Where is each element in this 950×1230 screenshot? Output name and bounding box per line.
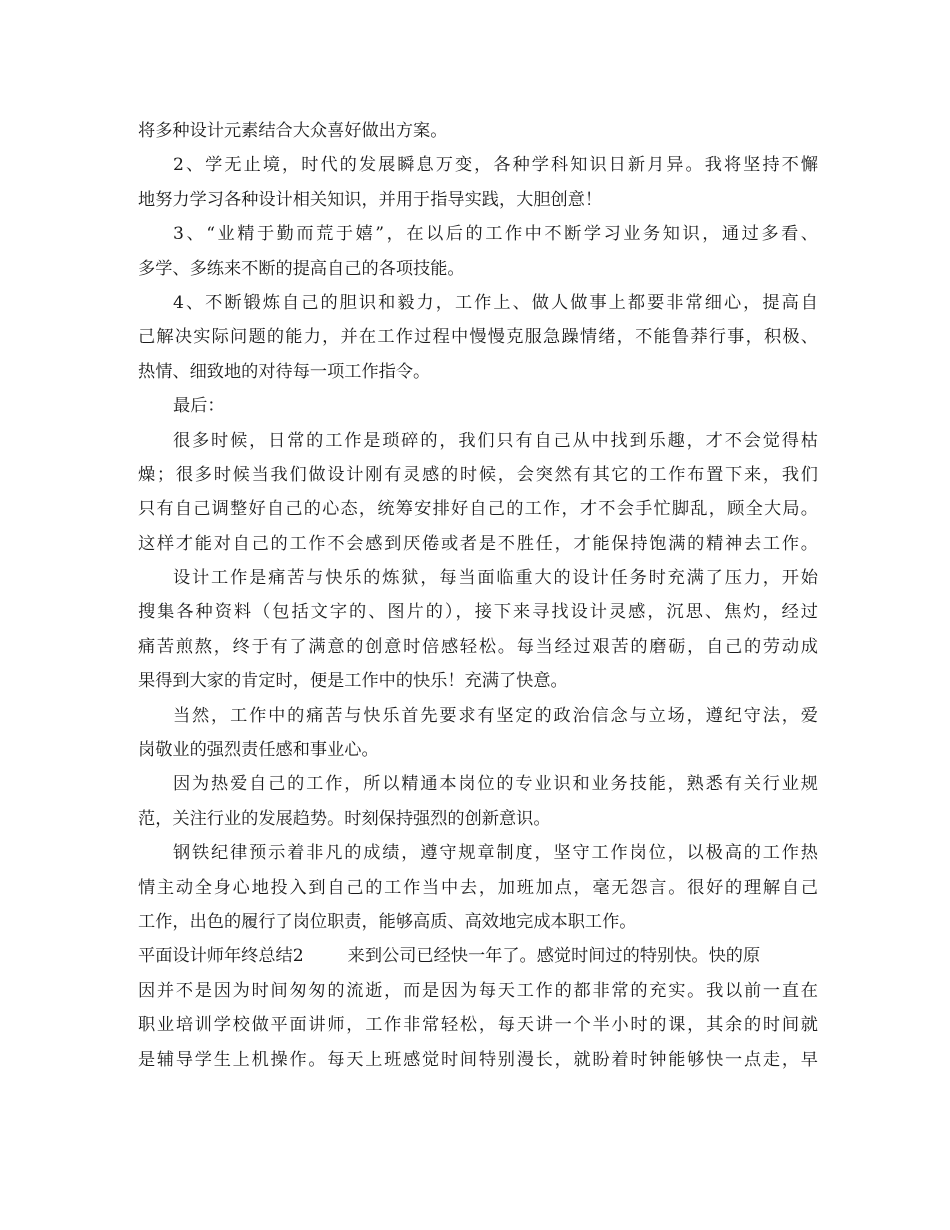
- text-line: 岗敬业的强烈责任感和事业心。: [138, 740, 379, 761]
- text-line: 是辅导学生上机操作。每天上班感觉时间特别漫长，就盼着时钟能够快一点走，早: [138, 1049, 818, 1070]
- section-heading: 平面设计师年终总结2: [138, 946, 304, 967]
- text-line: 这样才能对自己的工作不会感到厌倦或者是不胜任，才能保持饱满的精神去工作。: [138, 533, 818, 554]
- text-line: 设计工作是痛苦与快乐的炼狱，每当面临重大的设计任务时充满了压力，开始: [173, 568, 818, 589]
- text-line: 当然，工作中的痛苦与快乐首先要求有坚定的政治信念与立场，遵纪守法，爱: [173, 705, 818, 726]
- text-line: 职业培训学校做平面讲师，工作非常轻松，每天讲一个半小时的课，其余的时间就: [138, 1015, 818, 1036]
- text-line: 果得到大家的肯定时，便是工作中的快乐！充满了快意。: [138, 671, 568, 692]
- text-line: 2、学无止境，时代的发展瞬息万变，各种学科知识日新月异。我将坚持不懈: [173, 155, 818, 176]
- text-line: 3、“业精于勤而荒于嬉”，在以后的工作中不断学习业务知识，通过多看、: [173, 224, 818, 245]
- text-line: 4、不断锻炼自己的胆识和毅力，工作上、做人做事上都要非常细心，提高自: [173, 292, 818, 313]
- text-line: 范，关注行业的发展趋势。时刻保持强烈的创新意识。: [138, 808, 551, 829]
- text-line: 己解决实际问题的能力，并在工作过程中慢慢克服急躁情绪，不能鲁莽行事，积极、: [138, 327, 818, 348]
- text-line: 热情、细致地的对待每一项工作指令。: [138, 361, 431, 382]
- text-line: 只有自己调整好自己的心态，统筹安排好自己的工作，才不会手忙脚乱，顾全大局。: [138, 499, 818, 520]
- heading-line-text: 来到公司已经快一年了。感觉时间过的特别快。快的原: [347, 946, 761, 967]
- text-line: 因并不是因为时间匆匆的流逝，而是因为每天工作的都非常的充实。我以前一直在: [138, 980, 818, 1001]
- section-heading-line: [138, 939, 818, 973]
- text-line: 痛苦煎熬，终于有了满意的创意时倍感轻松。每当经过艰苦的磨砺，自己的劳动成: [138, 636, 818, 657]
- text-line: 多学、多练来不断的提高自己的各项技能。: [138, 258, 465, 279]
- text-line: 很多时候，日常的工作是琐碎的，我们只有自己从中找到乐趣，才不会觉得枯: [173, 430, 818, 451]
- text-line: 将多种设计元素结合大众喜好做出方案。: [138, 121, 448, 141]
- document-body: [138, 114, 818, 1077]
- section-label: 最后：: [173, 396, 225, 417]
- text-line: 燥；很多时候当我们做设计刚有灵感的时候，会突然有其它的工作布置下来，我们: [138, 464, 818, 485]
- text-line: 情主动全身心地投入到自己的工作当中去，加班加点，毫无怨言。很好的理解自己: [138, 877, 818, 898]
- text-line: 地努力学习各种设计相关知识，并用于指导实践，大胆创意！: [138, 189, 603, 210]
- text-line: 因为热爱自己的工作，所以精通本岗位的专业识和业务技能，熟悉有关行业规: [173, 774, 818, 795]
- text-line: 搜集各种资料（包括文字的、图片的），接下来寻找设计灵感，沉思、焦灼，经过: [138, 602, 818, 623]
- text-line: 工作，出色的履行了岗位职责，能够高质、高效地完成本职工作。: [138, 911, 637, 932]
- text-line: 钢铁纪律预示着非凡的成绩，遵守规章制度，坚守工作岗位，以极高的工作热: [173, 843, 818, 864]
